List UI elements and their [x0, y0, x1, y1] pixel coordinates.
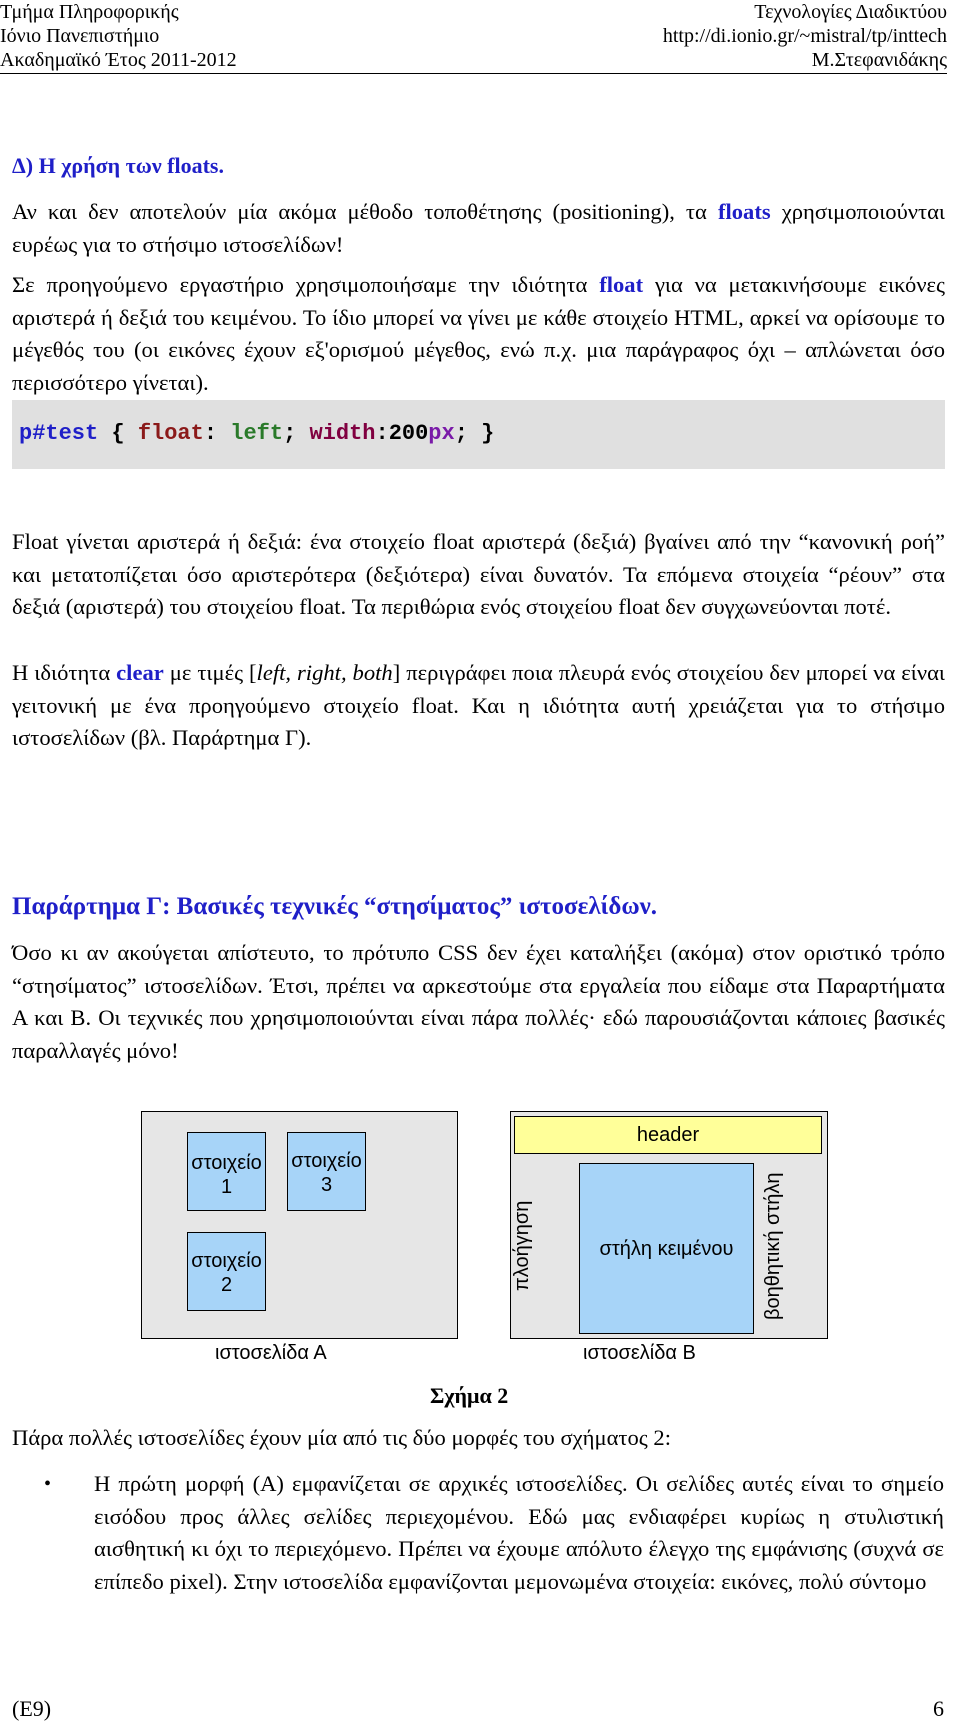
text: χρησιμοποιούνται ευρέως για το στήσιμο ιστοσελίδων! — [12, 199, 945, 257]
header-rule — [0, 73, 947, 74]
figure-label-page-b: ιστοσελίδα Β — [583, 1342, 696, 1364]
figure-content-column: στήλη κειμένου — [579, 1163, 754, 1334]
figure-page-b — [510, 1111, 828, 1339]
bullet-marker: • — [44, 1473, 52, 1495]
figure-aux-label: βοηθητική στήλη — [762, 1172, 784, 1320]
code-punct: : — [375, 421, 389, 446]
paragraph-floats-intro — [12, 196, 945, 261]
paragraph-clear-property — [12, 657, 945, 755]
header-academic-year: Ακαδημαϊκό Έτος 2011-2012 — [0, 49, 237, 71]
list-item: Η πρώτη μορφή (Α) εμφανίζεται σε αρχικές ιστοσελίδες. Οι σελίδες αυτές είναι το σημείο εισόδου προς άλλες σελίδες περιεχομένου. Εδώ μας ενδιαφέρει κυρίως η στυλιστική αισθητική κι όχι το περιεχόμενο. Πρέπει να έχουμε απόλυτο έλεγχο της εμφάνισης (συχνά σε επίπεδο pixel). Στην ιστοσελίδα εμφανίζονται μεμονωμένα στοιχεία: εικόνες, πολύ σύντομο — [94, 1471, 944, 1594]
figure-header-box: header — [514, 1116, 822, 1154]
figure-nav-label: πλοήγηση — [511, 1200, 533, 1292]
header-dept: Τμήμα Πληροφορικής — [0, 1, 179, 23]
figure-label-page-a: ιστοσελίδα Α — [215, 1342, 327, 1364]
code-number: 200 — [388, 421, 429, 446]
figure-page-a — [141, 1111, 458, 1339]
keyword-floats: floats — [717, 199, 771, 224]
text: ] περιγράφει ποια πλευρά ενός στοιχείου δεν μπορεί να είναι γειτονική με ένα προηγούμενο στοιχείο float. Και η ιδιότητα αυτή χρειάζεται για το στήσιμο ιστοσελίδων (βλ. Παράρτημα Γ). — [12, 660, 946, 750]
text: με τιμές [ — [169, 660, 257, 685]
page-number: 6 — [933, 1696, 944, 1721]
figure-box-element-2: στοιχείο 2 — [187, 1232, 266, 1311]
code-property: float — [137, 421, 204, 446]
code-punct: { — [98, 421, 138, 446]
header-course: Τεχνολογίες Διαδικτύου — [754, 1, 947, 23]
code-value: left — [230, 421, 284, 446]
paragraph-float-behaviour: Float γίνεται αριστερά ή δεξιά: ένα στοιχείο float αριστερά (δεξιά) βγαίνει από την “κανονική ροή” και μετατοπίζεται όσο αριστερότερα (δεξιότερα) είναι δυνατόν. Τα επόμενα στοιχεία “ρέουν” στα δεξιά (αριστερά) του στοιχείου float. Τα περιθώρια ενός στοιχείου float δεν συγχωνεύονται ποτέ. — [12, 529, 945, 619]
code-line — [19, 421, 494, 446]
clear-values: left, right, both — [256, 660, 393, 685]
section-title: Δ) Η χρήση των floats. — [12, 153, 224, 178]
text: Σε προηγούμενο εργαστήριο χρησιμοποιήσαμε την ιδιότητα — [12, 272, 588, 297]
code-property: width — [309, 421, 376, 446]
keyword-clear: clear — [116, 660, 164, 685]
code-punct: ; } — [454, 421, 495, 446]
appendix-title: Παράρτημα Γ: Βασικές τεχνικές “στησίματος” ιστοσελίδων. — [12, 893, 658, 920]
code-unit: px — [428, 421, 455, 446]
figure-caption: Σχήμα 2 — [430, 1383, 509, 1408]
header-author: Μ.Στεφανιδάκης — [811, 49, 947, 71]
code-punct: ; — [283, 421, 310, 446]
text: για να μετακινήσουμε εικόνες αριστερά ή δεξιά του κειμένου. Το ίδιο μπορεί να γίνει με κάθε στοιχείο HTML, αρκεί να ορίσουμε το μέγεθός του (οι εικόνες έχουν εξ'ορισμού μέγεθος, ενώ π.χ. μια παράγραφος όχι – απλώνεται όσο περισσότερο γίνεται). — [12, 272, 945, 395]
header-url: http://di.ionio.gr/~mistral/tp/inttech — [662, 25, 947, 47]
footer-code: (E9) — [12, 1696, 52, 1721]
paragraph-forms-intro: Πάρα πολλές ιστοσελίδες έχουν μία από τις δύο μορφές του σχήματος 2: — [12, 1425, 671, 1450]
header-university: Ιόνιο Πανεπιστήμιο — [0, 25, 160, 47]
figure-box-element-1: στοιχείο 1 — [187, 1132, 266, 1211]
text: Αν και δεν αποτελούν μία ακόμα μέθοδο τοποθέτησης (positioning), τα — [12, 199, 707, 224]
paragraph-float-property — [12, 269, 945, 399]
code-block — [12, 400, 945, 469]
paragraph-appendix-intro: Όσο κι αν ακούγεται απίστευτο, το πρότυπο CSS δεν έχει καταλήξει (ακόμα) στον οριστικό τρόπο “στησίματος” ιστοσελίδων. Έτσι, πρέπει να αρκεστούμε στα εργαλεία που είδαμε στα Παραρτήματα Α και Β. Οι τεχνικές που χρησιμοποιούνται είναι πάρα πολλές· εδώ παρουσιάζονται κάποιες βασικές παραλλαγές μόνο! — [12, 940, 945, 1063]
text: Η ιδιότητα — [12, 660, 111, 685]
keyword-float: float — [599, 272, 644, 297]
figure-box-element-3: στοιχείο 3 — [287, 1132, 366, 1211]
code-selector: p#test — [19, 421, 99, 446]
code-punct: : — [203, 421, 231, 446]
